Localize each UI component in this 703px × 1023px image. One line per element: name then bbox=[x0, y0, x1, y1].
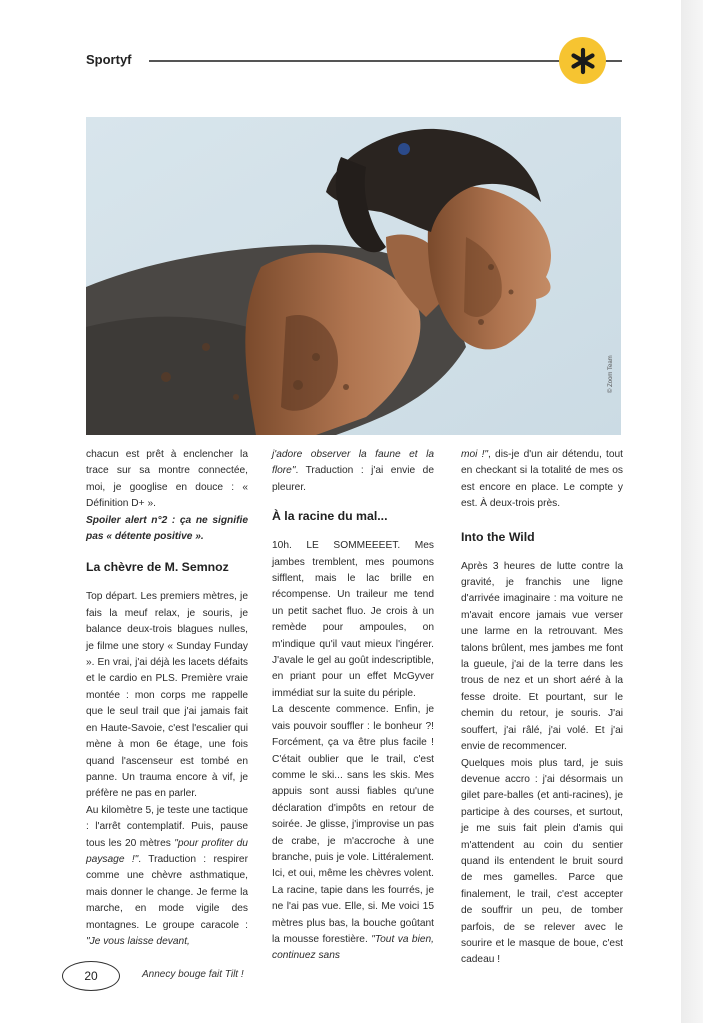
footer-title: Annecy bouge fait Tilt ! bbox=[142, 969, 244, 980]
section-badge bbox=[559, 37, 606, 84]
spoiler-alert: Spoiler alert n°2 : ça ne signifie pas « détente positive ». bbox=[86, 514, 248, 543]
text-column-3 bbox=[461, 447, 623, 969]
text-column-1 bbox=[86, 447, 248, 950]
paragraph: chacun est prêt à enclencher la trace sur sa montre connectée, moi, je googlise en douce : « Définition D+ ». bbox=[86, 449, 248, 510]
hero-photo bbox=[86, 117, 621, 435]
photo-credit: © Zoom Team bbox=[608, 355, 614, 393]
paragraph: 10h. LE SOMMEEEET. Mes jambes tremblent, mes poumons sifflent, mais le lac brille en récompense. Un traileur me tend un petit sachet fluo. Je crois à un remède pour ampoules, on m'indique qu'il vaut mieux l'ingérer. J'avale le gel au goût indescriptible, en priant pour un effet McGyver immédiat sur la suite du périple. bbox=[272, 540, 434, 699]
page-number: 20 bbox=[62, 961, 120, 991]
paragraph: Quelques mois plus tard, je suis devenue accro : j'ai désormais un gilet pare-balles (et anti-racines), je participe à des courses, et surtout, je me suis fait plein d'amis qui m'attendent au coin du sentier quand ils entendent le bruit sourd de mes gamelles. Parce que finalement, le trail, c'est accepter de souffrir un peu, de tomber parfois, de se relever avec le sourire et le masque de boue, c'est cadeau ! bbox=[461, 757, 623, 966]
header-rule bbox=[149, 60, 622, 62]
section-title: Sportyf bbox=[86, 52, 132, 67]
subheading: À la racine du mal... bbox=[272, 509, 388, 524]
asterisk-icon bbox=[569, 47, 597, 75]
paragraph: moi !", dis-je d'un air détendu, tout en checkant si la totalité de mes os est encore en place. Le compte y est. À deux-trois près. bbox=[461, 449, 623, 510]
text-column-2 bbox=[272, 447, 434, 965]
paragraph: j'adore observer la faune et la flore". Traduction : j'ai envie de pleurer. bbox=[272, 449, 434, 493]
paragraph: Au kilomètre 5, je teste une tactique : l'arrêt contemplatif. Puis, pause tous les 20 mètres "pour profiter du paysage !". Traduction : respirer comme une chèvre asthmatique, mais donner le change. Je ferme la marche, en mode vigile des montagnes. Le groupe caracole : "Je vous laisse devant, bbox=[86, 804, 248, 947]
paragraph: La descente commence. Enfin, je vais pouvoir souffler : le bonheur ?! Forcément, ça va être plus facile ! C'était oublier que le trail, c'est comme le ski... sans les skis. Mes appuis sont aussi fiables qu'une déclaration d'impôts en retour de soirée. Je glisse, j'improvise un pas de crabe, je m'accroche à une branche, puis je vole. Littéralement. Ici, et oui, même les chèvres volent. La racine, tapie dans les fourrés, je ne l'ai pas vue. Elle, si. Me voici 15 mètres plus bas, la bouche goûtant la mousse forestière. "Tout va bien, continuez sans bbox=[272, 704, 435, 962]
subheading: La chèvre de M. Semnoz bbox=[86, 560, 229, 575]
page-edge-shadow bbox=[681, 0, 703, 1023]
subheading: Into the Wild bbox=[461, 529, 535, 544]
paragraph: Top départ. Les premiers mètres, je fais la meuf relax, je souris, je balance deux-trois blagues nulles, je filme une story « Sunday Funday ». En vrai, j'ai déjà les lacets défaits et le cardio en PLS. Première vraie montée : mon corps me rappelle que le seul trail que j'ai jamais fait en Haute-Savoie, c'est l'escalier qui mène à mon 6e étage, une fois quand l'ascenseur est tombé en panne. Un trauma encore à vif, je préfère ne pas en parler. bbox=[86, 591, 248, 800]
paragraph: Après 3 heures de lutte contre la gravité, je franchis une ligne d'arrivée imaginaire : ma voiture ne m'avait encore jamais vue verser une larme en la retrouvant. Mes talons brûlent, mes jambes me font la gueule, j'ai de la terre dans les trous de nez et un short aéré à la fesse droite. Et pourtant, sur le chemin du retour, je souris. J'ai souffert, j'ai râlé, j'ai volé. Et j'ai envie de recommencer. bbox=[461, 560, 623, 753]
